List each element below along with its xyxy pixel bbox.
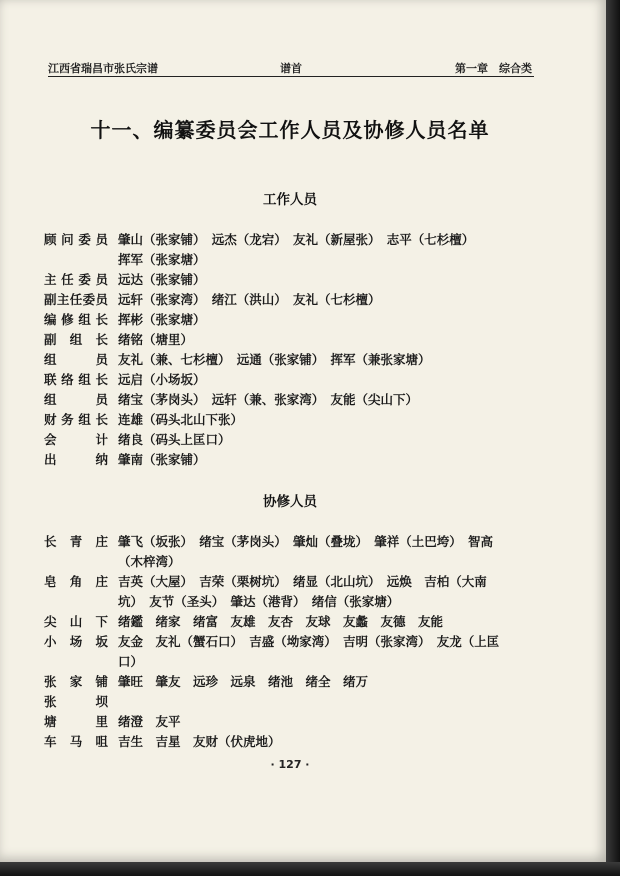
member-names: 肇山（张家铺） 远杰（龙宕） 友礼（新屋张） 志平（七杉檀） [118, 232, 475, 247]
header-book-title: 江西省瑞昌市张氏宗谱 [48, 62, 158, 75]
list-item [44, 572, 544, 592]
list-item [44, 390, 544, 410]
member-names: 远达（张家铺） [118, 272, 206, 287]
member-names: 绪宝（茅岗头） 远轩（兼、张家湾） 友能（尖山下） [118, 392, 419, 407]
list-item [44, 712, 544, 732]
running-header [48, 58, 532, 78]
role-label: 尖山下 [44, 614, 108, 629]
member-names: 坑） 友节（圣头） 肇达（港背） 绪信（张家塘） [118, 594, 400, 609]
role-label: 财务组长 [44, 412, 108, 427]
member-names: 肇飞（坂张） 绪宝（茅岗头） 肇灿（叠垅） 肇祥（土巴垮） 智高 [118, 534, 494, 549]
member-names: 吉生 吉星 友财（伏虎地） [118, 734, 281, 749]
role-label: 皂角庄 [44, 574, 108, 589]
member-names: （木梓湾） [118, 554, 181, 569]
member-names: 吉英（大屋） 吉荣（栗树坑） 绪显（北山坑） 远焕 吉柏（大南 [118, 574, 487, 589]
page-title: 十一、编纂委员会工作人员及协修人员名单 [90, 118, 490, 142]
list-item [44, 612, 544, 632]
member-names: 挥彬（张家塘） [118, 312, 206, 327]
list-item [44, 310, 544, 330]
page-number: · 127 · [270, 758, 310, 771]
header-section: 谱首 [280, 62, 302, 75]
role-label: 会计 [44, 432, 108, 447]
list-item [44, 632, 544, 652]
list-item [44, 672, 544, 692]
role-label: 车马咀 [44, 734, 108, 749]
role-label: 出纳 [44, 452, 108, 467]
list-item [44, 532, 544, 552]
member-names: 绪鑑 绪家 绪富 友雄 友杏 友球 友蠡 友德 友能 [118, 614, 444, 629]
member-names: 绪良（码头上匡口） [118, 432, 231, 447]
helpers-list [44, 532, 544, 752]
role-label: 塘里 [44, 714, 108, 729]
list-item [44, 592, 544, 612]
scan-edge-bottom [0, 862, 620, 876]
list-item [44, 430, 544, 450]
role-label: 组员 [44, 392, 108, 407]
member-names: 友金 友礼（蟹石口） 吉盛（坳家湾） 吉明（张家湾） 友龙（上匡 [118, 634, 500, 649]
list-item [44, 552, 544, 572]
header-chapter: 第一章 综合类 [455, 62, 532, 75]
staff-list [44, 230, 544, 470]
member-names: 肇旺 肇友 远珍 远泉 绪池 绪全 绪万 [118, 674, 369, 689]
member-names: 友礼（兼、七杉檀） 远通（张家铺） 挥军（兼张家塘） [118, 352, 431, 367]
member-names: 远轩（张家湾） 绪江（洪山） 友礼（七杉檀） [118, 292, 381, 307]
role-label: 小场坂 [44, 634, 108, 649]
list-item [44, 330, 544, 350]
list-item [44, 450, 544, 470]
list-item [44, 410, 544, 430]
list-item [44, 732, 544, 752]
role-label: 副组长 [44, 332, 108, 347]
role-label: 主任委员 [44, 272, 108, 287]
header-rule [48, 76, 534, 77]
list-item [44, 270, 544, 290]
list-item [44, 692, 544, 712]
role-label: 编修组长 [44, 312, 108, 327]
member-names: 远启（小场坂） [118, 372, 206, 387]
role-label: 张坝 [44, 694, 108, 709]
member-names: 绪铭（塘里） [118, 332, 194, 347]
list-item [44, 250, 544, 270]
member-names: 挥军（张家塘） [118, 252, 206, 267]
member-names: 绪澄 友平 [118, 714, 181, 729]
list-item [44, 652, 544, 672]
list-item [44, 290, 544, 310]
member-names: 肇南（张家铺） [118, 452, 206, 467]
role-label: 顾问委员 [44, 232, 108, 247]
helpers-heading: 协修人员 [263, 494, 317, 510]
scan-edge-right [606, 0, 620, 876]
staff-heading: 工作人员 [263, 192, 317, 208]
list-item [44, 370, 544, 390]
role-label: 张家铺 [44, 674, 108, 689]
role-label: 组员 [44, 352, 108, 367]
member-names: 口） [118, 654, 144, 669]
list-item [44, 230, 544, 250]
role-label: 副主任委员 [44, 292, 108, 307]
member-names: 连雄（码头北山下张） [118, 412, 244, 427]
role-label: 长青庄 [44, 534, 108, 549]
role-label: 联络组长 [44, 372, 108, 387]
list-item [44, 350, 544, 370]
